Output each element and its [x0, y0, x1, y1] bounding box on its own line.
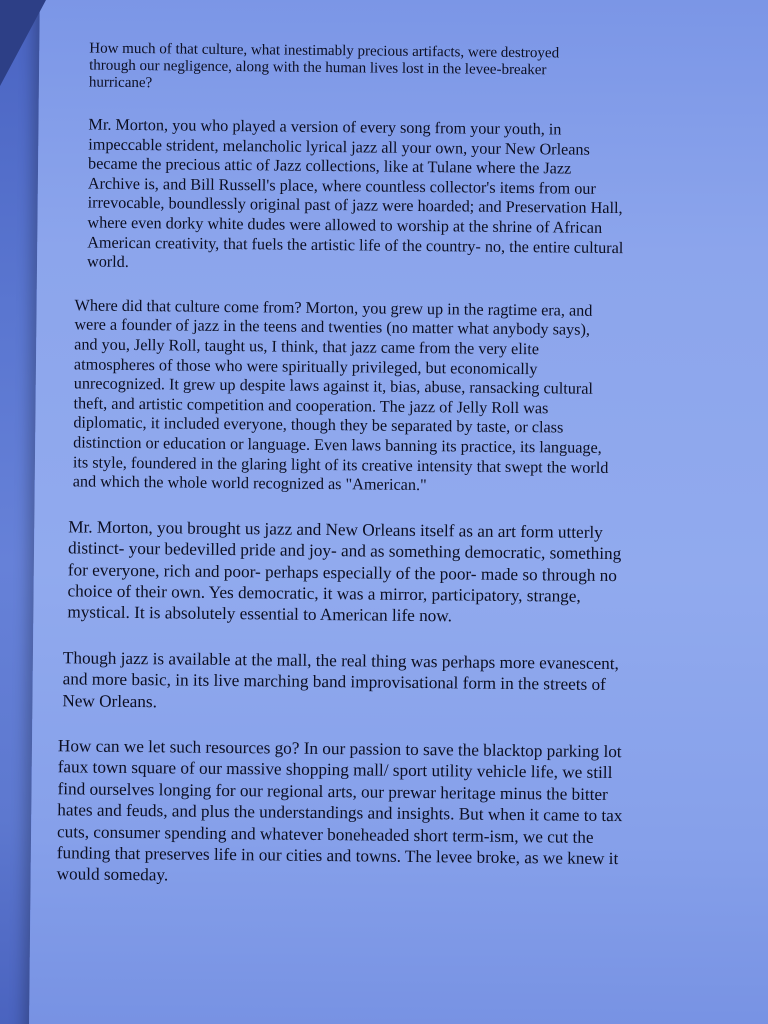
text-line: distinction or education or language. Even laws banning its practice, its language,	[73, 433, 602, 457]
text-line: would someday.	[56, 864, 169, 885]
text-line: mystical. It is absolutely essential to American life now.	[67, 602, 453, 626]
paragraph-1	[89, 41, 717, 99]
text-line: theft, and artistic competition and cooperation. The jazz of Jelly Roll was	[73, 394, 549, 418]
text-line: and which the whole world recognized as "American."	[72, 472, 427, 495]
text-line: New Orleans.	[62, 690, 158, 711]
text-line: cuts, consumer spending and whatever boneheaded short term-ism, we cut the	[56, 821, 594, 847]
text-line: hates and feuds, and plus the understandings and insights. But when it came to tax	[57, 800, 623, 826]
text-line: atmospheres of those who were spiritually privileged, but economically	[73, 354, 538, 378]
text-line: Where did that culture come from? Morton, you grew up in the ragtime era, and	[74, 296, 593, 320]
text-line: through our negligence, along with the human lives lost in the levee-breaker	[89, 57, 547, 79]
text-line: were a founder of jazz in the teens and twenties (no matter what anybody says),	[74, 315, 591, 340]
text-line: diplomatic, it included everyone, though they be separated by taste, or class	[73, 413, 564, 437]
paragraph-4	[67, 516, 712, 630]
text-line: funding that preserves life in our cities and towns. The levee broke, as we knew it	[56, 843, 619, 869]
text-line: where even dorky white dudes were allowed to worship at the shrine of African	[87, 213, 603, 237]
text-line: How much of that culture, what inestimably precious artifacts, were destroyed	[89, 40, 560, 62]
text-line: choice of their own. Yes democratic, it was a mirror, participatory, strange,	[67, 581, 581, 606]
document-page	[29, 0, 768, 1024]
paragraph-2	[87, 116, 717, 279]
text-line: its style, foundered in the glaring light of its creative intensity that swept the world	[72, 452, 609, 477]
text-line: became the precious attic of Jazz collections, like at Tulane where the Jazz	[87, 154, 572, 178]
document-text	[56, 40, 717, 915]
text-line: for everyone, rich and poor- perhaps especially of the poor- made so through no	[67, 559, 618, 585]
text-line: Though jazz is available at the mall, the real thing was perhaps more evanescent,	[62, 647, 619, 673]
paragraph-3	[73, 296, 715, 499]
text-line: and more basic, in its live marching band improvisational form in the streets of	[62, 669, 606, 695]
paragraph-6	[57, 735, 711, 892]
paragraph-5	[62, 647, 711, 718]
text-line: Mr. Morton, you who played a version of every song from your youth, in	[88, 115, 562, 139]
text-line: Mr. Morton, you brought us jazz and New Orleans itself as an art form utterly	[68, 517, 603, 542]
text-line: find ourselves longing for our regional arts, our prewar heritage minus the bitter	[57, 778, 608, 804]
text-line: world.	[86, 252, 129, 272]
text-line: irrevocable, boundlessly original past of jazz were hoarded; and Preservation Hall,	[87, 193, 623, 218]
page-corner-shadow	[0, 0, 46, 86]
text-line: impeccable strident, melancholic lyrical jazz all your own, your New Orleans	[88, 135, 590, 159]
text-line: distinct- your bedevilled pride and joy- and as something democratic, something	[67, 538, 622, 564]
text-line: unrecognized. It grew up despite laws against it, bias, abuse, ransacking cultural	[73, 374, 594, 398]
text-line: Archive is, and Bill Russell's place, where countless collector's items from our	[87, 174, 596, 198]
text-line: American creativity, that fuels the artistic life of the country- no, the entire cultural	[87, 233, 624, 257]
text-line: faux town square of our massive shopping mall/ sport utility vehicle life, we still	[57, 757, 613, 783]
text-line: How can we let such resources go? In our passion to save the blacktop parking lot	[57, 736, 622, 762]
text-line: and you, Jelly Roll, taught us, I think, that jazz came from the very elite	[74, 335, 540, 359]
text-line: hurricane?	[88, 74, 153, 92]
